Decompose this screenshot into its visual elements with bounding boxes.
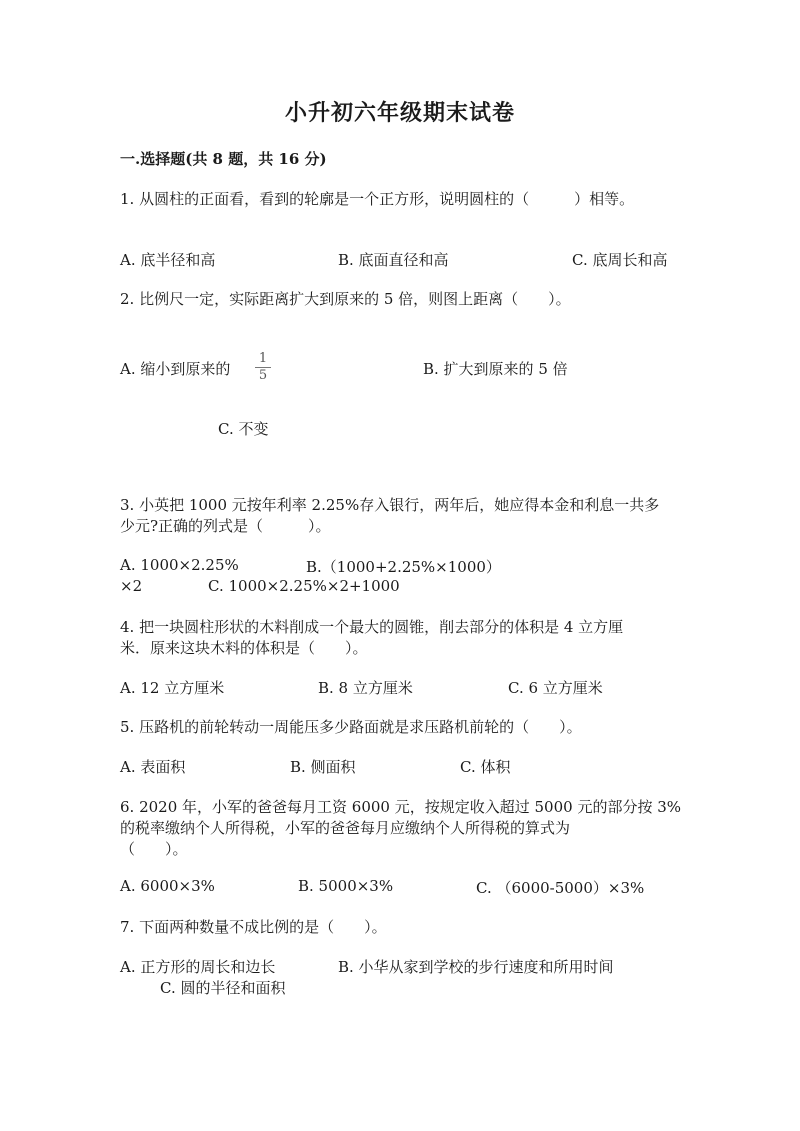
question-6-text-line-2: 的税率缴纳个人所得税，小军的爸爸每月应缴纳个人所得税的算式为 [120, 819, 571, 837]
question-5-option-c: C. 体积 [460, 758, 511, 776]
question-2-text: 2. 比例尺一定，实际距离扩大到原来的 5 倍，则图上距离（ ）。 [120, 290, 571, 308]
question-7-text: 7. 下面两种数量不成比例的是（ ）。 [120, 918, 387, 936]
question-4-text-line-2: 米．原来这块木料的体积是（ ）。 [120, 639, 368, 657]
question-3-option-c: C. 1000×2.25%×2+1000 [208, 577, 400, 595]
question-2-option-a: A. 缩小到原来的 [120, 360, 231, 378]
question-7-option-c: C. 圆的半径和面积 [160, 979, 286, 997]
question-6-option-a: A. 6000×3% [120, 877, 215, 895]
question-4-option-b: B. 8 立方厘米 [318, 679, 413, 697]
question-6-option-c: C. （6000-5000）×3% [476, 879, 645, 897]
fraction-one-fifth [255, 352, 271, 383]
question-1-text: 1. 从圆柱的正面看，看到的轮廓是一个正方形，说明圆柱的（ ）相等。 [120, 190, 635, 208]
question-3-option-b-continued: ×2 [120, 577, 143, 595]
question-6-text-line-3: （ ）。 [120, 840, 188, 858]
question-6-text-line-1: 6. 2020 年，小军的爸爸每月工资 6000 元，按规定收入超过 5000 元的部分按 3% [120, 798, 682, 816]
question-2-option-c: C. 不变 [218, 420, 269, 438]
question-6-option-b: B. 5000×3% [298, 877, 394, 895]
page-title: 小升初六年级期末试卷 [284, 100, 515, 126]
fraction-numerator: 1 [258, 351, 268, 366]
section-heading: 一.选择题(共 8 题，共 16 分) [120, 150, 327, 168]
question-5-option-a: A. 表面积 [120, 758, 186, 776]
question-3-text-line-1: 3. 小英把 1000 元按年利率 2.25%存入银行，两年后，她应得本金和利息一共多 [120, 496, 660, 514]
fraction-denominator: 5 [258, 368, 268, 383]
question-5-text: 5. 压路机的前轮转动一周能压多少路面就是求压路机前轮的（ ）。 [120, 718, 582, 736]
question-7-option-b: B. 小华从家到学校的步行速度和所用时间 [338, 958, 614, 976]
question-1-option-b: B. 底面直径和高 [338, 251, 449, 269]
question-3-option-a: A. 1000×2.25% [120, 556, 239, 574]
question-3-text-line-2: 少元?正确的列式是（ ）。 [120, 517, 331, 535]
question-7-option-a: A. 正方形的周长和边长 [120, 958, 276, 976]
question-3-option-b: B.（1000+2.25%×1000） [306, 558, 501, 576]
question-1-option-a: A. 底半径和高 [120, 251, 216, 269]
question-4-option-c: C. 6 立方厘米 [508, 679, 603, 697]
question-4-text-line-1: 4. 把一块圆柱形状的木料削成一个最大的圆锥，削去部分的体积是 4 立方厘 [120, 618, 624, 636]
question-2-option-b: B. 扩大到原来的 5 倍 [423, 360, 568, 378]
question-5-option-b: B. 侧面积 [290, 758, 356, 776]
question-1-option-c: C. 底周长和高 [572, 251, 668, 269]
question-4-option-a: A. 12 立方厘米 [120, 679, 225, 697]
